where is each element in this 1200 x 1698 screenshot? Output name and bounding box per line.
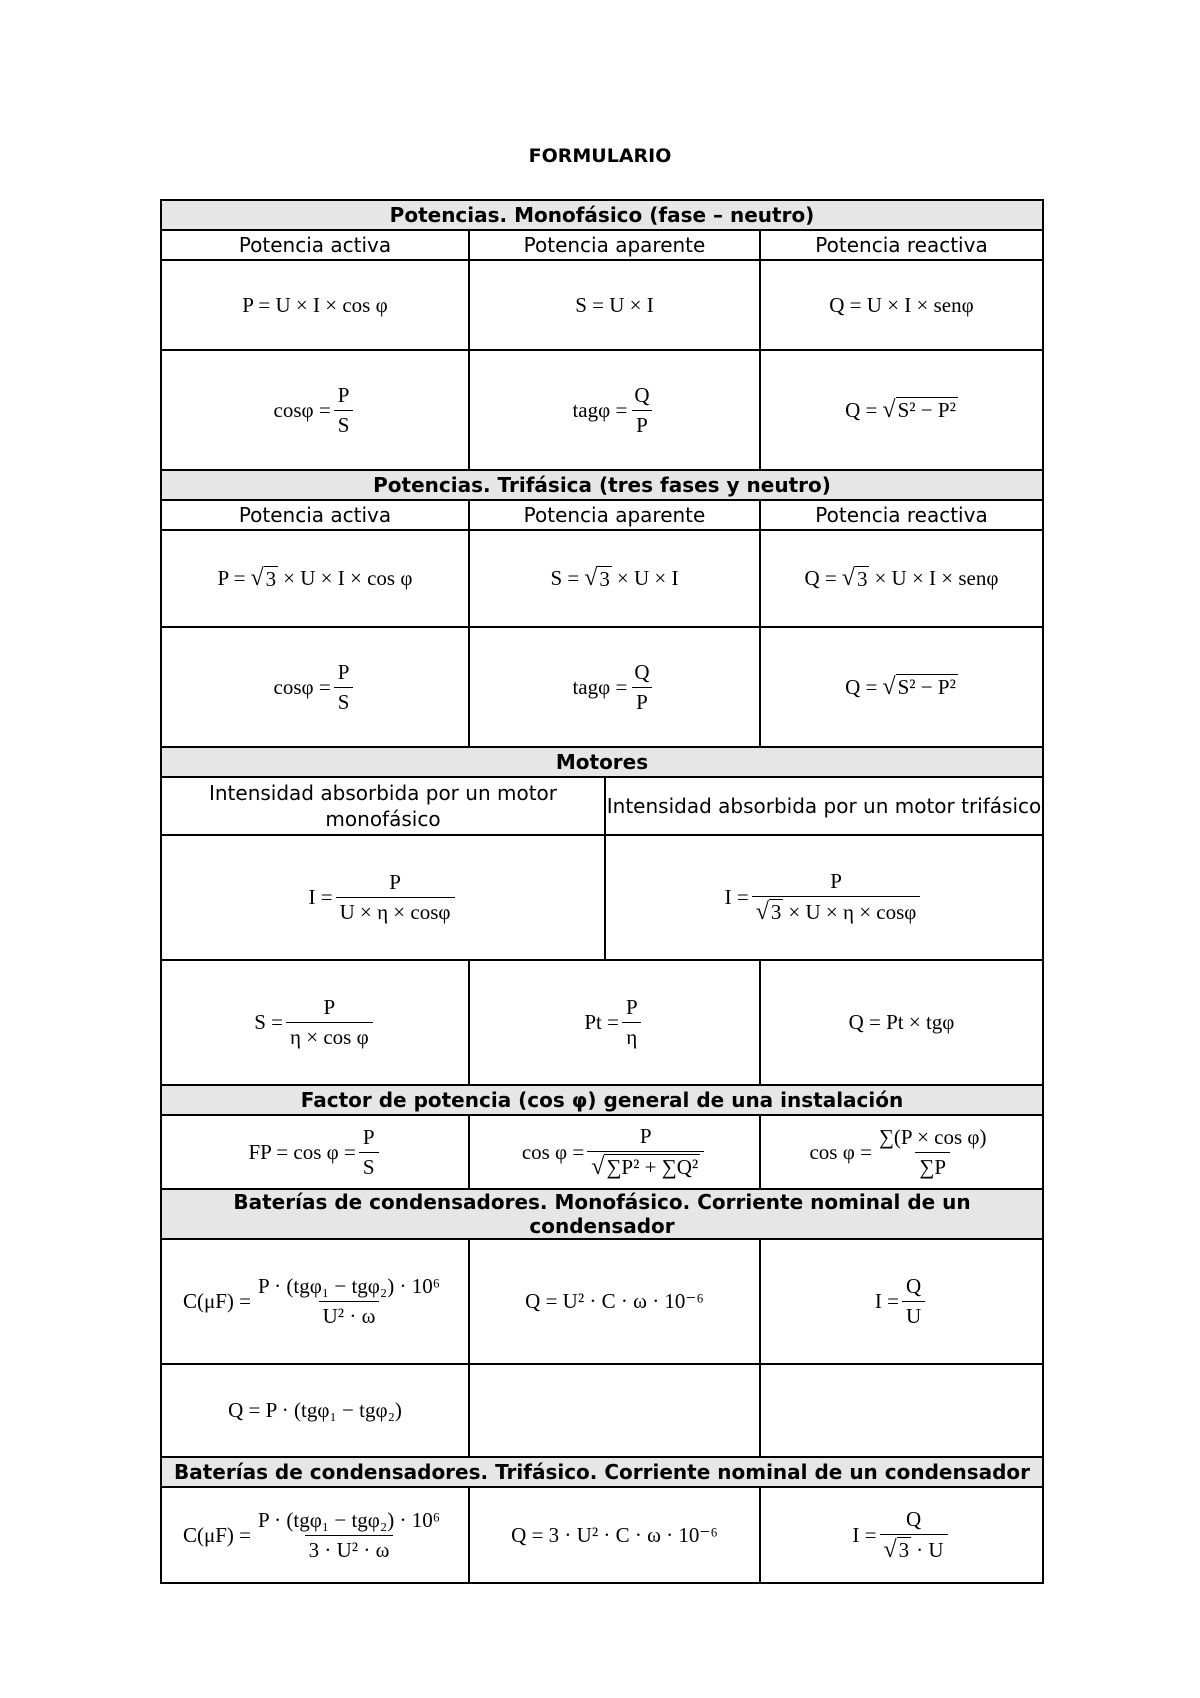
section-heading-tri: Potencias. Trifásica (tres fases y neutro) (161, 470, 1043, 500)
formula-i-capacitor: I = $\frac{Q}{U}$ (760, 1239, 1043, 1364)
col-active-power: Potencia activa (161, 500, 469, 530)
formula-apparent-power: S = U × I (469, 260, 760, 350)
col-motor-mono: Intensidad absorbida por un motor monofásico (161, 777, 605, 835)
page-title: FORMULARIO (528, 145, 672, 167)
col-motor-tri: Intensidad absorbida por un motor trifásico (605, 777, 1043, 835)
formula-cos-phi-sum: cos φ = $\frac{\text{∑(P × cos φ)}}{\sum P}$ (760, 1115, 1043, 1189)
section-heading-capacitors-mono: Baterías de condensadores. Monofásico. Corriente nominal de un condensador (161, 1189, 1043, 1239)
formula-q-capacitor: Q = U² · C · ω · 10⁻⁶ (469, 1239, 760, 1364)
empty-cell (469, 1364, 760, 1457)
col-apparent-power: Potencia aparente (469, 500, 760, 530)
formula-capacitance-tri: C(μF) = $\frac{\text{P · (tgφ₁ − tgφ₂) · 10⁶}}{\text{3 · U² · ω}}$ (161, 1487, 469, 1583)
formula-apparent-power-tri: S = √ 3 × U × I (469, 530, 760, 627)
formula-tag-phi: tagφ = $\frac{Q}{P}$ (469, 350, 760, 470)
formula-q-sqrt: Q = √ S² − P² (760, 627, 1043, 747)
formula-q-tg: Q = P · (tgφ₁ − tgφ₂) (161, 1364, 469, 1457)
formula-active-power: P = U × I × cos φ (161, 260, 469, 350)
col-apparent-power: Potencia aparente (469, 230, 760, 260)
formula-cos-phi-sum-sqrt: cos φ = $\frac{P}{\text{√∑P² + ∑Q²}}$ (469, 1115, 760, 1189)
formula-active-power-tri: P = √ 3 × U × I × cos φ (161, 530, 469, 627)
formula-capacitance: C(μF) = $\frac{\text{P · (tgφ₁ − tgφ₂) · 10⁶}}{\text{U² · ω}}$ (161, 1239, 469, 1364)
formula-fp: FP = cos φ = $\frac{P}{S}$ (161, 1115, 469, 1189)
section-heading-power-factor: Factor de potencia (cos φ) general de una instalación (161, 1085, 1043, 1115)
formula-pt-motor: Pt = $\frac{P}{\eta}$ (469, 960, 760, 1085)
formula-q-sqrt: Q = √ S² − P² (760, 350, 1043, 470)
formula-i-capacitor-tri: I = $\frac{Q}{√3 \cdot U}$ (760, 1487, 1043, 1583)
formula-reactive-power: Q = U × I × senφ (760, 260, 1043, 350)
formula-cos-phi: cosφ = $\frac{P}{S}$ (161, 627, 469, 747)
formula-cos-phi: cosφ = $\frac{P}{S}$ (161, 350, 469, 470)
section-heading-mono: Potencias. Monofásico (fase – neutro) (161, 200, 1043, 230)
formula-table (160, 199, 1044, 1584)
formula-s-motor: S = $\frac{P}{\text{η × cos φ}}$ (161, 960, 469, 1085)
formula-reactive-power-tri: Q = √ 3 × U × I × senφ (760, 530, 1043, 627)
formula-q-motor: Q = Pt × tgφ (760, 960, 1043, 1085)
col-active-power: Potencia activa (161, 230, 469, 260)
col-reactive-power: Potencia reactiva (760, 500, 1043, 530)
formula-tag-phi: tagφ = $\frac{Q}{P}$ (469, 627, 760, 747)
formula-i-motor-tri: I = $\frac{P}{√3 \times U \times \eta \times \cos\varphi}$ (605, 835, 1043, 960)
section-heading-motors: Motores (161, 747, 1043, 777)
empty-cell (760, 1364, 1043, 1457)
formula-i-motor-mono: I = $\frac{P}{U \times \eta \times \cos\varphi}$ (161, 835, 605, 960)
section-heading-capacitors-tri: Baterías de condensadores. Trifásico. Corriente nominal de un condensador (161, 1457, 1043, 1487)
formula-q-capacitor-tri: Q = 3 · U² · C · ω · 10⁻⁶ (469, 1487, 760, 1583)
col-reactive-power: Potencia reactiva (760, 230, 1043, 260)
